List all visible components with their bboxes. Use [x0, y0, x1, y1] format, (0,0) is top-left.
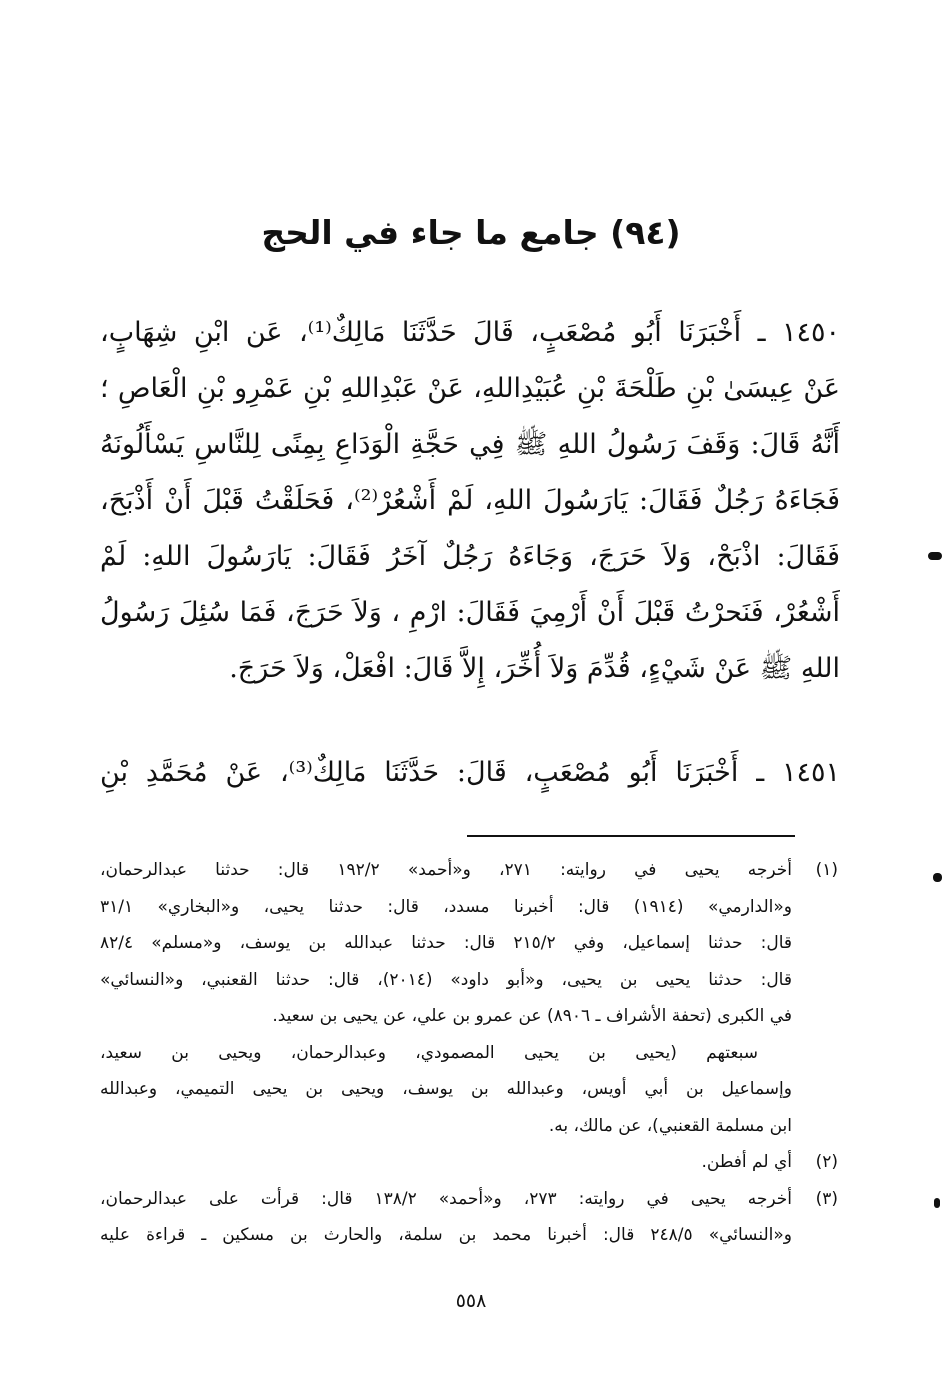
hadith-line: ١٤٥٠ ـ أَخْبَرَنَا أَبُو مُصْعَبٍ، قَالَ حَدَّثَنَا مَالِكٌ⁽¹⁾، عَن ابْنِ شِهَابٍ،	[100, 317, 840, 348]
footnote-line: أخرجه يحيى في روايته: ٢٧٣، و«أحمد» ١٣٨/٢ قال: قرأت على عبدالرحمان،	[100, 1188, 792, 1209]
footnote-number: (٣)	[815, 1188, 838, 1209]
footnote-2	[100, 1144, 838, 1181]
margin-scan-mark	[928, 552, 942, 560]
footnote-number: (١)	[815, 860, 838, 880]
margin-scan-mark	[934, 1198, 940, 1208]
footnote-line: و«الدارمي» (١٩١٤) قال: أخبرنا مسدد، قال: حدثنا يحيى، و«البخاري» ٣١/١	[100, 896, 792, 917]
footnote-line: ابن مسلمة القعنبي)، عن مالك، به.	[548, 1115, 792, 1136]
footnote-line: وإسماعيل بن أبي أويس، وعبدالله بن يوسف، ويحيى بن يحيى التميمي، وعبدالله	[100, 1079, 792, 1099]
hadith-line: أَشْعُرْ، فَنَحرْتُ قَبْلَ أَنْ أَرْمِيَ فَقَالَ: ارْمِ ، وَلاَ حَرَجَ، فَمَا سُئِلَ رَسُولُ	[100, 597, 840, 628]
footnote-line: أخرجه يحيى في روايته: ٢٧١، و«أحمد» ١٩٢/٢ قال: حدثنا عبدالرحمان،	[100, 860, 792, 880]
footnote-divider	[467, 835, 795, 837]
footnote-line: أي لم أفطن.	[701, 1152, 792, 1172]
footnote-line: و«النسائي» ٢٤٨/٥ قال: أخبرنا محمد بن سلمة، والحارث بن مسكين ـ قراءة عليه	[100, 1225, 792, 1245]
hadith-1450	[100, 305, 840, 697]
footnote-body	[100, 852, 792, 1144]
footnote-line: سبعتهم (يحيى بن يحيى المصمودي، وعبدالرحمان، ويحيى بن سعيد،	[100, 1042, 758, 1063]
hadith-1451: ١٤٥١ ـ أَخْبَرَنَا أَبُو مُصْعَبٍ، قَالَ: حَدَّثَنَا مَالِكٌ⁽³⁾، عَنْ مُحَمَّدِ بْنِ	[100, 757, 840, 788]
footnote-body	[100, 1144, 792, 1181]
hadith-line: أَنَّهُ قَالَ: وَقَفَ رَسُولُ اللهِ ﷺ فِي حَجَّةِ الْوَدَاعِ بِمِنًى لِلنَّاسِ يَسْأَلُونَهُ	[100, 429, 840, 460]
page-number: ٥٥٨	[455, 1290, 487, 1312]
hadith-line: فَقَالَ: اذْبَحْ، وَلاَ حَرَجَ، وَجَاءَهُ رَجُلٌ آخَرُ فَقَالَ: يَارَسُولَ اللهِ: لَمْ	[100, 541, 840, 572]
footnote-line: قال: حدثنا إسماعيل، وفي ٢١٥/٢ قال: حدثنا عبدالله بن يوسف، و«مسلم» ٨٢/٤	[100, 933, 792, 953]
footnote-line: قال: حدثنا يحيى بن يحيى، و«أبو داود» (٢٠١٤)، قال: حدثنا القعنبي، و«النسائي»	[100, 969, 792, 990]
footnote-number: (٢)	[815, 1152, 838, 1172]
footnote-3	[100, 1181, 838, 1254]
footnote-body	[100, 1181, 792, 1254]
footnotes	[100, 852, 838, 1254]
chapter-title: (٩٤) جامع ما جاء في الحج	[261, 213, 681, 252]
hadith-line: فَجَاءَهُ رَجُلٌ فَقَالَ: يَارَسُولَ اللهِ، لَمْ أَشْعُرْ⁽²⁾، فَحَلَقْتُ قَبْلَ أَنْ أَذْبَحَ،	[100, 485, 840, 516]
hadith-line: اللهِ ﷺ عَنْ شَيْءٍ، قُدِّمَ وَلاَ أُخِّرَ، إِلاَّ قَالَ: افْعَلْ، وَلاَ حَرَجَ.	[229, 653, 840, 684]
hadith-line: عَنْ عِيسَىٰ بْنِ طَلْحَةَ بْنِ عُبَيْدِاللهِ، عَنْ عَبْدِاللهِ بْنِ عَمْرِو بْنِ الْعَاصِ ؛	[100, 373, 840, 404]
footnote-1	[100, 852, 838, 1144]
footnote-line: في الكبرى (تحفة الأشراف ـ ٨٩٠٦) عن عمرو بن علي، عن يحيى بن سعيد.	[272, 1006, 792, 1026]
margin-scan-mark	[933, 873, 942, 882]
